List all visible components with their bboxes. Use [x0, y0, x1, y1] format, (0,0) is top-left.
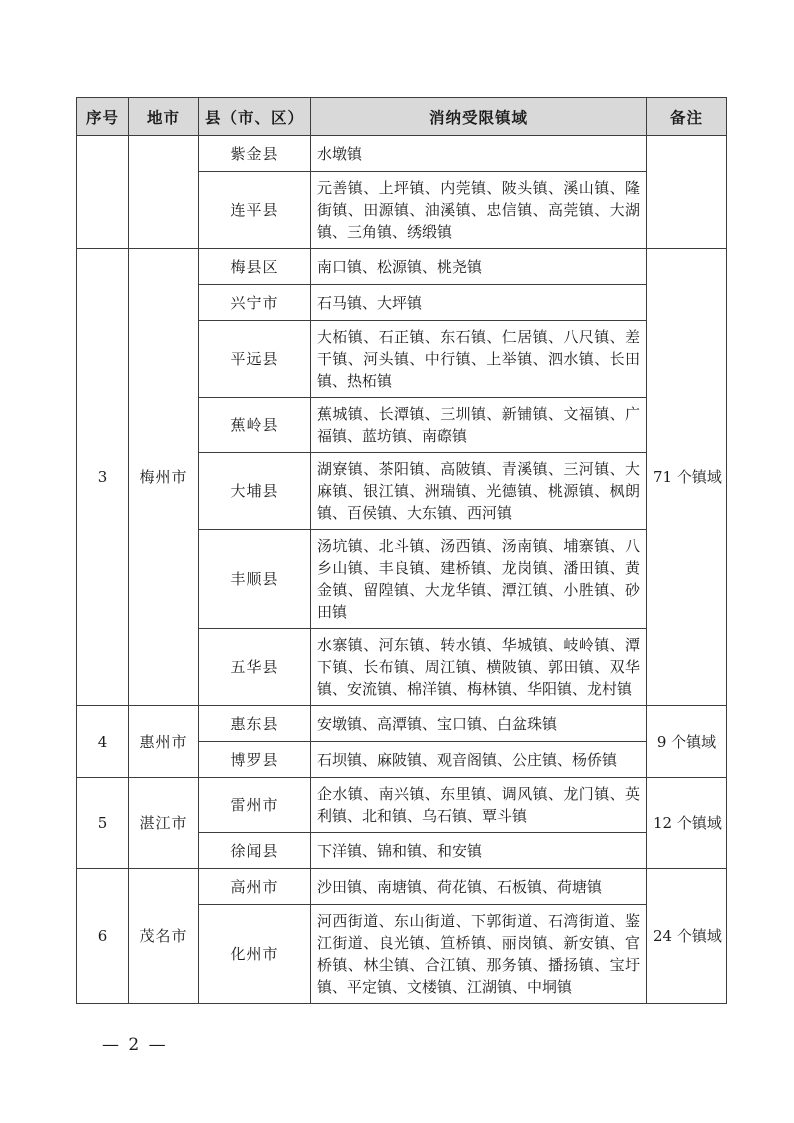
towns-cell: 水墩镇 — [311, 136, 647, 172]
remark-cell: 24 个镇域 — [647, 869, 727, 1004]
county-cell: 丰顺县 — [199, 530, 311, 629]
table-row — [77, 136, 727, 172]
table-row — [77, 778, 727, 833]
city-cell: 湛江市 — [129, 778, 199, 869]
seq-cell: 4 — [77, 706, 129, 778]
towns-cell: 沙田镇、南塘镇、荷花镇、石板镇、荷塘镇 — [311, 869, 647, 905]
towns-cell: 南口镇、松源镇、桃尧镇 — [311, 249, 647, 285]
seq-cell — [77, 136, 129, 249]
remark-cell: 9 个镇域 — [647, 706, 727, 778]
county-cell: 平远县 — [199, 321, 311, 398]
towns-cell: 河西街道、东山街道、下郭街道、石湾街道、鉴江街道、良光镇、笪桥镇、丽岗镇、新安镇、官桥镇、林尘镇、合江镇、那务镇、播扬镇、宝圩镇、平定镇、文楼镇、江湖镇、中垌镇 — [311, 905, 647, 1004]
county-cell: 雷州市 — [199, 778, 311, 833]
towns-cell: 汤坑镇、北斗镇、汤西镇、汤南镇、埔寨镇、八乡山镇、丰良镇、建桥镇、龙岗镇、潘田镇、黄金镇、留隍镇、大龙华镇、潭江镇、小胜镇、砂田镇 — [311, 530, 647, 629]
header-city: 地市 — [129, 98, 199, 136]
towns-cell: 石马镇、大坪镇 — [311, 285, 647, 321]
towns-cell: 大柘镇、石正镇、东石镇、仁居镇、八尺镇、差干镇、河头镇、中行镇、上举镇、泗水镇、长田镇、热柘镇 — [311, 321, 647, 398]
city-cell: 惠州市 — [129, 706, 199, 778]
city-cell: 茂名市 — [129, 869, 199, 1004]
table-row — [77, 706, 727, 742]
restricted-towns-table — [76, 97, 727, 1004]
county-cell: 博罗县 — [199, 742, 311, 778]
towns-cell: 下洋镇、锦和镇、和安镇 — [311, 833, 647, 869]
table-row — [77, 249, 727, 285]
city-cell: 梅州市 — [129, 249, 199, 706]
towns-cell: 石坝镇、麻陂镇、观音阁镇、公庄镇、杨侨镇 — [311, 742, 647, 778]
county-cell: 惠东县 — [199, 706, 311, 742]
header-remark: 备注 — [647, 98, 727, 136]
county-cell: 化州市 — [199, 905, 311, 1004]
county-cell: 连平县 — [199, 172, 311, 249]
remark-cell — [647, 136, 727, 249]
table-row — [77, 869, 727, 905]
county-cell: 紫金县 — [199, 136, 311, 172]
county-cell: 徐闻县 — [199, 833, 311, 869]
seq-cell: 5 — [77, 778, 129, 869]
towns-cell: 湖寮镇、茶阳镇、高陂镇、青溪镇、三河镇、大麻镇、银江镇、洲瑞镇、光德镇、桃源镇、枫朗镇、百侯镇、大东镇、西河镇 — [311, 453, 647, 530]
towns-cell: 水寨镇、河东镇、转水镇、华城镇、岐岭镇、潭下镇、长布镇、周江镇、横陂镇、郭田镇、双华镇、安流镇、棉洋镇、梅林镇、华阳镇、龙村镇 — [311, 629, 647, 706]
seq-cell: 6 — [77, 869, 129, 1004]
county-cell: 兴宁市 — [199, 285, 311, 321]
county-cell: 五华县 — [199, 629, 311, 706]
county-cell: 高州市 — [199, 869, 311, 905]
header-county: 县（市、区） — [199, 98, 311, 136]
towns-cell: 企水镇、南兴镇、东里镇、调风镇、龙门镇、英利镇、北和镇、乌石镇、覃斗镇 — [311, 778, 647, 833]
remark-cell: 12 个镇域 — [647, 778, 727, 869]
city-cell — [129, 136, 199, 249]
remark-cell: 71 个镇域 — [647, 249, 727, 706]
table-header — [77, 98, 727, 136]
table-body — [77, 136, 727, 1004]
towns-cell: 元善镇、上坪镇、内莞镇、陂头镇、溪山镇、隆街镇、田源镇、油溪镇、忠信镇、高莞镇、大湖镇、三角镇、绣缎镇 — [311, 172, 647, 249]
towns-cell: 安墩镇、高潭镇、宝口镇、白盆珠镇 — [311, 706, 647, 742]
header-seq: 序号 — [77, 98, 129, 136]
header-row — [77, 98, 727, 136]
page-number: — 2 — — [102, 1035, 168, 1055]
towns-cell: 蕉城镇、长潭镇、三圳镇、新铺镇、文福镇、广福镇、蓝坊镇、南磜镇 — [311, 398, 647, 453]
county-cell: 大埔县 — [199, 453, 311, 530]
county-cell: 蕉岭县 — [199, 398, 311, 453]
county-cell: 梅县区 — [199, 249, 311, 285]
header-towns: 消纳受限镇域 — [311, 98, 647, 136]
seq-cell: 3 — [77, 249, 129, 706]
